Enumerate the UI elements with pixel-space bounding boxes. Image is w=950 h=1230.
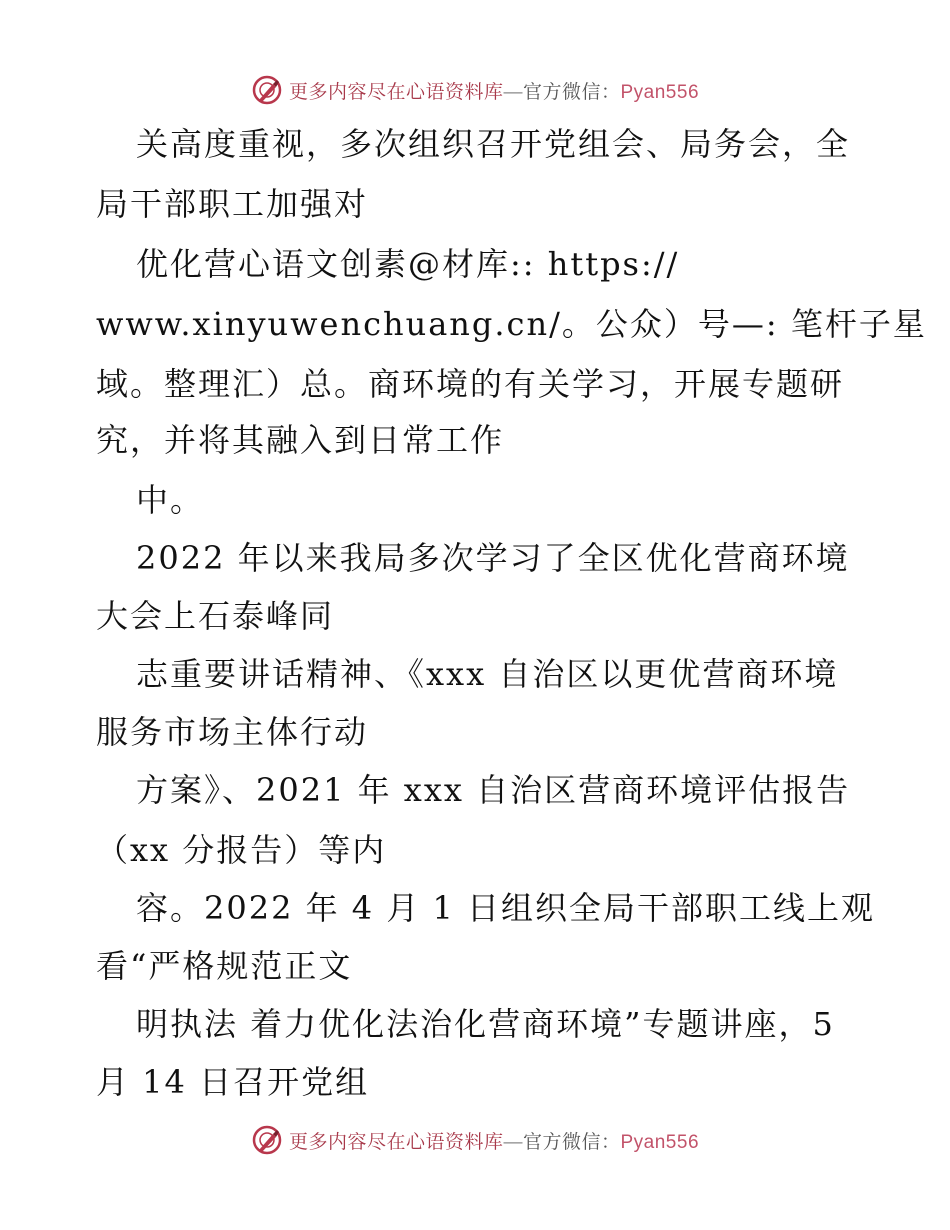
text-line: 志重要讲话精神、《xxx 自治区以更优营商环境 xyxy=(136,655,839,693)
text-line: （xx 分报告）等内 xyxy=(96,831,387,869)
text-line: 看“严格规范正文 xyxy=(96,947,353,985)
pen-logo-icon xyxy=(251,1124,283,1156)
text-line: www.xinyuwenchuang.cn/。公众）号—: 笔杆子星 xyxy=(96,305,927,343)
text-line: 方案》、2021 年 xxx 自治区营商环境评估报告 xyxy=(136,771,851,809)
text-line: 究，并将其融入到日常工作 xyxy=(96,421,505,459)
text-line: 域。整理汇）总。商环境的有关学习，开展专题研 xyxy=(96,365,845,403)
text-line: 明执法 着力优化法治化营商环境”专题讲座，5 xyxy=(136,1005,835,1043)
footer-watermark xyxy=(0,1120,950,1160)
text-line: 2022 年以来我局多次学习了全区优化营商环境 xyxy=(136,539,850,577)
header-watermark xyxy=(0,70,950,110)
pen-logo-icon xyxy=(251,74,283,106)
text-line: 容。2022 年 4 月 1 日组织全局干部职工线上观 xyxy=(136,889,876,927)
text-line: 优化营心语文创素@材库:: https:// xyxy=(136,245,680,283)
text-line: 大会上石泰峰同 xyxy=(96,597,335,635)
text-line: 中。 xyxy=(136,481,205,519)
text-line: 关高度重视，多次组织召开党组会、局务会，全 xyxy=(136,125,851,163)
watermark-text: 更多内容尽在心语资料库—官方微信：Pyan556 xyxy=(288,81,700,103)
text-line: 局干部职工加强对 xyxy=(96,185,369,223)
text-line: 月 14 日召开党组 xyxy=(96,1063,370,1101)
watermark-text: 更多内容尽在心语资料库—官方微信：Pyan556 xyxy=(288,1131,700,1153)
text-line: 服务市场主体行动 xyxy=(96,713,369,751)
